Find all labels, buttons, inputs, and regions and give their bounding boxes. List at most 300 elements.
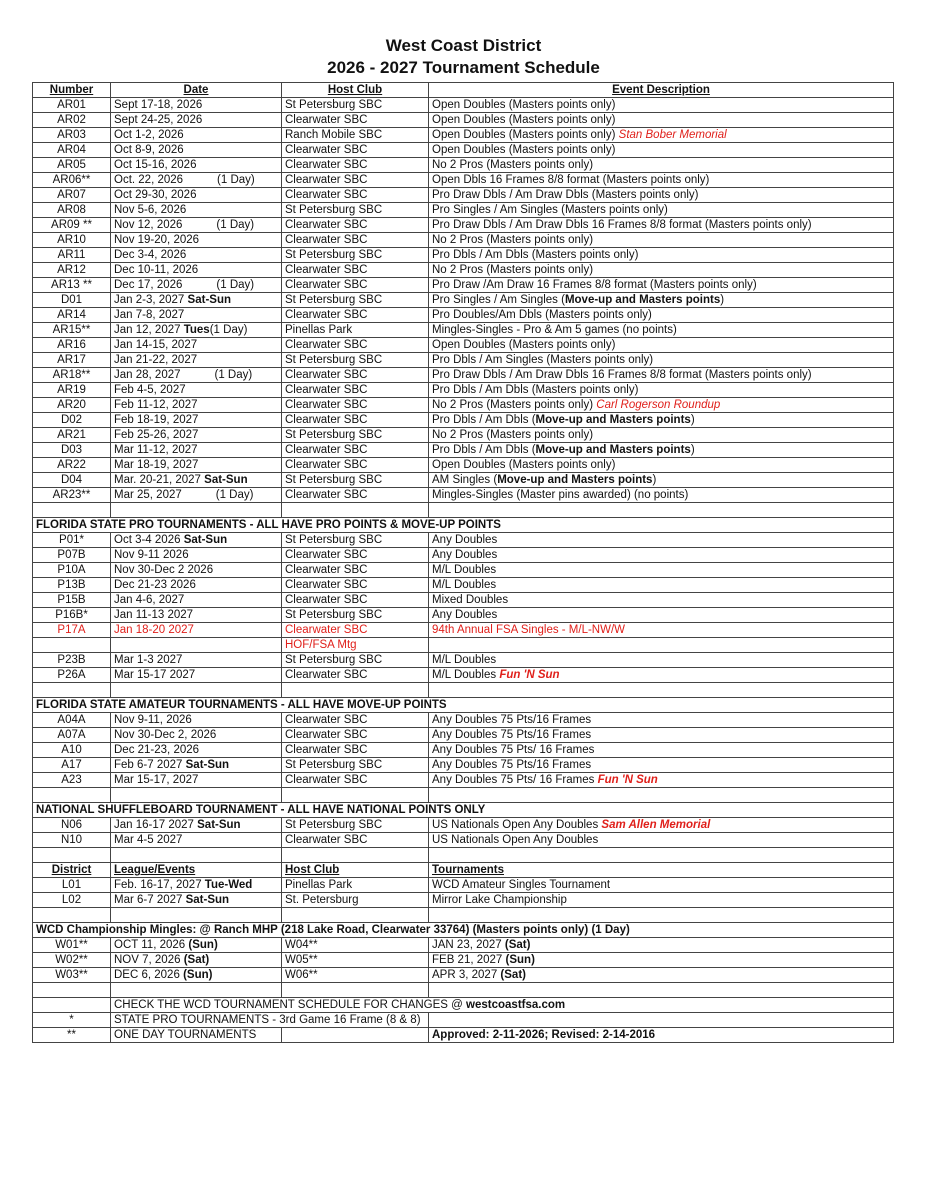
- host-club: Clearwater SBC: [282, 218, 429, 233]
- event-date: [111, 158, 282, 173]
- empty-cell: [429, 848, 894, 863]
- event-description: [429, 218, 894, 233]
- event-number: AR05: [33, 158, 111, 173]
- date-text: Mar 18-19, 2027: [114, 459, 199, 471]
- date-days: Sat-Sun: [185, 894, 230, 906]
- date-text: Feb 18-19, 2027: [114, 414, 199, 426]
- empty-cell: [429, 1013, 894, 1028]
- event-text: Open Doubles (Masters points only): [432, 114, 616, 126]
- mingles-row: [33, 968, 894, 983]
- host-club: St Petersburg SBC: [282, 818, 429, 833]
- event-text: Pro Draw Dbls / Am Draw Dbls (Masters points only): [432, 189, 699, 201]
- event-date: [111, 578, 282, 593]
- date-text: JAN 23, 2027: [432, 939, 502, 951]
- event-number: P16B*: [33, 608, 111, 623]
- event-text: 94th Annual FSA Singles - M/L-NW/W: [432, 624, 626, 636]
- event-date: [111, 563, 282, 578]
- event-number: [33, 638, 111, 653]
- empty-cell: [282, 983, 429, 998]
- event-description: [429, 458, 894, 473]
- host-club: St Petersburg SBC: [282, 248, 429, 263]
- header-date: Date: [111, 83, 282, 98]
- date-text: Oct 15-16, 2026: [114, 159, 197, 171]
- event-date: [111, 548, 282, 563]
- table-row: [33, 533, 894, 548]
- host-club: St Petersburg SBC: [282, 653, 429, 668]
- event-description: [429, 593, 894, 608]
- event-description: [429, 413, 894, 428]
- event-text: No 2 Pros (Masters points only): [432, 429, 594, 441]
- host-club: Clearwater SBC: [282, 413, 429, 428]
- section-wcd-title: [33, 923, 894, 938]
- empty-cell: [33, 848, 111, 863]
- event-date: [111, 443, 282, 458]
- event-text: M/L Doubles: [432, 564, 497, 576]
- event-number: A10: [33, 743, 111, 758]
- date-text: Dec 21-23, 2026: [114, 744, 200, 756]
- table-row: [33, 113, 894, 128]
- event-number: AR14: [33, 308, 111, 323]
- event-text: Open Doubles (Masters points only): [432, 459, 616, 471]
- event-text: Any Doubles 75 Pts/16 Frames: [432, 759, 592, 771]
- event-date: [111, 653, 282, 668]
- event-date: [111, 263, 282, 278]
- event-text: Open Doubles (Masters points only): [432, 339, 616, 351]
- event-text: WCD Amateur Singles Tournament: [432, 879, 611, 891]
- event-text: US Nationals Open Any Doubles: [432, 834, 599, 846]
- table-row: [33, 398, 894, 413]
- legend-text: ONE DAY TOURNAMENTS: [111, 1028, 282, 1043]
- event-date: [111, 293, 282, 308]
- table-row: [33, 218, 894, 233]
- event-description: [429, 278, 894, 293]
- table-row: [33, 653, 894, 668]
- date-text: Feb 25-26, 2027: [114, 429, 199, 441]
- table-row: [33, 548, 894, 563]
- host-club: St Petersburg SBC: [282, 608, 429, 623]
- date-day: (Sat): [500, 969, 526, 981]
- event-date: [111, 758, 282, 773]
- date-days: Sat-Sun: [197, 819, 241, 831]
- event-description: [429, 158, 894, 173]
- host-club: Clearwater SBC: [282, 338, 429, 353]
- event-number: AR06**: [33, 173, 111, 188]
- event-description: [429, 533, 894, 548]
- event-date: [111, 668, 282, 683]
- event-text: Pro Draw /Am Draw 16 Frames 8/8 format (Masters points only): [432, 279, 757, 291]
- mingles-number: W02**: [33, 953, 111, 968]
- host-club: Clearwater SBC: [282, 143, 429, 158]
- table-row: [33, 668, 894, 683]
- header-row: [33, 83, 894, 98]
- event-date: [111, 278, 282, 293]
- event-date: [111, 833, 282, 848]
- event-description: [429, 833, 894, 848]
- host-club: Clearwater SBC: [282, 383, 429, 398]
- event-number: AR15**: [33, 323, 111, 338]
- event-text: M/L Doubles: [432, 669, 497, 681]
- header-number: Number: [33, 83, 111, 98]
- event-date: [111, 608, 282, 623]
- empty-cell: [33, 998, 111, 1013]
- event-number: AR13 **: [33, 278, 111, 293]
- empty-cell: [111, 908, 282, 923]
- date-text: Dec 10-11, 2026: [114, 264, 199, 276]
- event-description: [429, 188, 894, 203]
- empty-cell: [111, 788, 282, 803]
- event-number: AR02: [33, 113, 111, 128]
- table-row: [33, 323, 894, 338]
- date-text: Dec 21-23 2026: [114, 579, 196, 591]
- event-number: P13B: [33, 578, 111, 593]
- event-description: [429, 128, 894, 143]
- check-text: CHECK THE WCD TOURNAMENT SCHEDULE FOR CHANGES @: [114, 999, 463, 1011]
- empty-cell: [33, 788, 111, 803]
- event-date: [111, 113, 282, 128]
- event-description: [429, 758, 894, 773]
- event-date: [111, 428, 282, 443]
- host-club: St Petersburg SBC: [282, 533, 429, 548]
- table-row: [33, 593, 894, 608]
- event-text: Pro Dbls / Am Dbls (Masters points only): [432, 249, 639, 261]
- host-club: St Petersburg SBC: [282, 203, 429, 218]
- event-text: AM Singles (: [432, 474, 498, 486]
- event-text: Pro Draw Dbls / Am Draw Dbls 16 Frames 8/8 format (Masters points only): [432, 219, 812, 231]
- host-club: Clearwater SBC: [282, 233, 429, 248]
- table-row: [33, 308, 894, 323]
- event-description: [429, 878, 894, 893]
- event-description: [429, 428, 894, 443]
- tournaments-header: Tournaments: [429, 863, 894, 878]
- date-text: Nov 9-11 2026: [114, 549, 189, 561]
- event-description: [429, 473, 894, 488]
- event-emphasis: Move-up and Masters points: [535, 414, 691, 426]
- host-club: St Petersburg SBC: [282, 758, 429, 773]
- event-description: [429, 248, 894, 263]
- empty-cell: [33, 683, 111, 698]
- event-number: AR09 **: [33, 218, 111, 233]
- spacer-row: [33, 848, 894, 863]
- event-number: AR08: [33, 203, 111, 218]
- event-date: [111, 728, 282, 743]
- event-text: Any Doubles: [432, 549, 498, 561]
- event-text: Any Doubles 75 Pts/16 Frames: [432, 729, 592, 741]
- event-date: [111, 638, 282, 653]
- event-text: Pro Doubles/Am Dbls (Masters points only): [432, 309, 652, 321]
- table-row: [33, 473, 894, 488]
- mingles-row: [33, 953, 894, 968]
- event-text: Mingles-Singles (Master pins awarded) (no points): [432, 489, 689, 501]
- date-days: Sat-Sun: [183, 534, 228, 546]
- event-text: Any Doubles 75 Pts/ 16 Frames: [432, 744, 595, 756]
- event-number: AR03: [33, 128, 111, 143]
- mingles-row: [33, 938, 894, 953]
- table-row: [33, 728, 894, 743]
- table-row: [33, 743, 894, 758]
- event-description: [429, 368, 894, 383]
- event-date: [111, 338, 282, 353]
- event-text: M/L Doubles: [432, 579, 497, 591]
- date-text: Nov 5-6, 2026: [114, 204, 187, 216]
- event-description: [429, 668, 894, 683]
- one-day-note: (1 Day): [209, 324, 248, 336]
- section-title: FLORIDA STATE PRO TOURNAMENTS - ALL HAVE PRO POINTS & MOVE-UP POINTS: [33, 518, 894, 533]
- date-text: Mar. 20-21, 2027: [114, 474, 201, 486]
- mingles-number-2: W06**: [282, 968, 429, 983]
- footer-check-note: [111, 998, 894, 1013]
- event-text: Mixed Doubles: [432, 594, 509, 606]
- event-description: [429, 98, 894, 113]
- table-row: [33, 578, 894, 593]
- event-date: [111, 353, 282, 368]
- host-club: Clearwater SBC: [282, 743, 429, 758]
- date-text: Oct 8-9, 2026: [114, 144, 184, 156]
- table-row: [33, 248, 894, 263]
- table-row: [33, 623, 894, 638]
- table-row: [33, 638, 894, 653]
- table-row: [33, 293, 894, 308]
- host-club: St Petersburg SBC: [282, 353, 429, 368]
- date-text: Sept 24-25, 2026: [114, 114, 203, 126]
- date-day: (Sat): [183, 954, 210, 966]
- event-text: Any Doubles: [432, 609, 498, 621]
- date-day: (Sun): [183, 969, 213, 981]
- section-title: WCD Championship Mingles: @ Ranch MHP (218 Lake Road, Clearwater 33764) (Masters points only) (1 Day): [33, 923, 894, 938]
- event-number: P01*: [33, 533, 111, 548]
- document-subtitle: 2026 - 2027 Tournament Schedule: [327, 58, 600, 77]
- host-club: Clearwater SBC: [282, 593, 429, 608]
- event-text: No 2 Pros (Masters points only): [432, 399, 594, 411]
- event-text: US Nationals Open Any Doubles: [432, 819, 599, 831]
- event-description: [429, 293, 894, 308]
- table-row: [33, 713, 894, 728]
- document-title: West Coast District: [385, 36, 542, 55]
- date-text: Jan 14-15, 2027: [114, 339, 198, 351]
- legend-symbol: **: [33, 1028, 111, 1043]
- host-club: Pinellas Park: [282, 878, 429, 893]
- event-date: [111, 203, 282, 218]
- section-title: NATIONAL SHUFFLEBOARD TOURNAMENT - ALL HAVE NATIONAL POINTS ONLY: [33, 803, 894, 818]
- table-row: [33, 233, 894, 248]
- host-club: Clearwater SBC: [282, 668, 429, 683]
- event-memorial-note: Sam Allen Memorial: [601, 819, 711, 831]
- event-text: Pro Singles / Am Singles (: [432, 294, 565, 306]
- spacer-row: [33, 908, 894, 923]
- one-day-note: (1 Day): [214, 369, 253, 381]
- host-club: Clearwater SBC: [282, 563, 429, 578]
- event-text: No 2 Pros (Masters points only): [432, 159, 594, 171]
- section-title: FLORIDA STATE AMATEUR TOURNAMENTS - ALL HAVE MOVE-UP POINTS: [33, 698, 894, 713]
- event-text: No 2 Pros (Masters points only): [432, 234, 594, 246]
- event-date: [111, 383, 282, 398]
- date-text: Mar 4-5 2027: [114, 834, 183, 846]
- event-date: [111, 743, 282, 758]
- schedule-table: [32, 82, 894, 1043]
- event-text: Pro Dbls / Am Dbls (: [432, 414, 536, 426]
- event-number: AR07: [33, 188, 111, 203]
- mingles-date-2: [429, 938, 894, 953]
- event-text: M/L Doubles: [432, 654, 497, 666]
- event-description: [429, 488, 894, 503]
- host-club: Clearwater SBC: [282, 188, 429, 203]
- host-club: St Petersburg SBC: [282, 473, 429, 488]
- host-club: Clearwater SBC: [282, 158, 429, 173]
- event-date: [111, 488, 282, 503]
- empty-cell: [111, 848, 282, 863]
- table-row: [33, 263, 894, 278]
- date-day: (Sun): [505, 954, 535, 966]
- event-description: [429, 113, 894, 128]
- event-number: AR22: [33, 458, 111, 473]
- date-text: Jan 7-8, 2027: [114, 309, 185, 321]
- event-number: D04: [33, 473, 111, 488]
- empty-cell: [429, 908, 894, 923]
- event-date: [111, 143, 282, 158]
- date-text: Nov 9-11, 2026: [114, 714, 192, 726]
- event-description: [429, 773, 894, 788]
- host-club: Clearwater SBC: [282, 458, 429, 473]
- date-text: Mar 11-12, 2027: [114, 444, 198, 456]
- event-date: [111, 413, 282, 428]
- event-text: No 2 Pros (Masters points only): [432, 264, 594, 276]
- event-description: [429, 173, 894, 188]
- date-text: Mar 1-3 2027: [114, 654, 183, 666]
- website-text: westcoastfsa.com: [466, 999, 566, 1011]
- date-text: Nov 30-Dec 2 2026: [114, 564, 214, 576]
- event-text: Any Doubles 75 Pts/16 Frames: [432, 714, 592, 726]
- event-description: [429, 263, 894, 278]
- date-text: OCT 11, 2026: [114, 939, 186, 951]
- empty-cell: [429, 983, 894, 998]
- event-number: L02: [33, 893, 111, 908]
- event-memorial-note: Carl Rogerson Roundup: [596, 399, 721, 411]
- host-club: Clearwater SBC: [282, 773, 429, 788]
- event-description: [429, 623, 894, 638]
- empty-cell: [282, 683, 429, 698]
- date-day: (Sat): [504, 939, 531, 951]
- event-text: Open Doubles (Masters points only): [432, 129, 616, 141]
- one-day-note: (1 Day): [215, 489, 254, 501]
- event-text: Pro Dbls / Am Dbls (Masters points only): [432, 384, 639, 396]
- date-text: Mar 15-17 2027: [114, 669, 196, 681]
- event-description: [429, 353, 894, 368]
- date-text: Nov 12, 2026: [114, 219, 183, 231]
- event-number: D03: [33, 443, 111, 458]
- empty-cell: [33, 983, 111, 998]
- event-number: AR01: [33, 98, 111, 113]
- date-days: Tue-Wed: [204, 879, 253, 891]
- event-number: AR16: [33, 338, 111, 353]
- host-club: Clearwater SBC: [282, 173, 429, 188]
- host-club: Clearwater SBC: [282, 263, 429, 278]
- footer-legend-row: [33, 1013, 894, 1028]
- event-description: [429, 398, 894, 413]
- host-club: Clearwater SBC: [282, 368, 429, 383]
- table-row: [33, 383, 894, 398]
- event-number: A17: [33, 758, 111, 773]
- event-number: AR10: [33, 233, 111, 248]
- event-date: [111, 308, 282, 323]
- event-date: [111, 473, 282, 488]
- event-date: [111, 893, 282, 908]
- date-text: Nov 19-20, 2026: [114, 234, 200, 246]
- event-memorial-note: Fun 'N Sun: [597, 774, 658, 786]
- section-amateur-title: [33, 698, 894, 713]
- host-club: Clearwater SBC: [282, 488, 429, 503]
- event-number: AR23**: [33, 488, 111, 503]
- footer-check-row: [33, 998, 894, 1013]
- event-number: P17A: [33, 623, 111, 638]
- table-row: [33, 878, 894, 893]
- event-text: Pro Singles / Am Singles (Masters points only): [432, 204, 668, 216]
- spacer-row: [33, 788, 894, 803]
- table-row: [33, 98, 894, 113]
- event-number: N10: [33, 833, 111, 848]
- event-emphasis: Move-up and Masters points: [497, 474, 653, 486]
- event-number: A07A: [33, 728, 111, 743]
- event-text: Open Doubles (Masters points only): [432, 99, 616, 111]
- footer-legend-row: [33, 1028, 894, 1043]
- table-row: [33, 128, 894, 143]
- event-description: [429, 563, 894, 578]
- event-description: [429, 713, 894, 728]
- event-number: A04A: [33, 713, 111, 728]
- date-text: Oct 3-4 2026: [114, 534, 181, 546]
- date-text: DEC 6, 2026: [114, 969, 180, 981]
- event-number: D01: [33, 293, 111, 308]
- event-date: [111, 323, 282, 338]
- event-date: [111, 173, 282, 188]
- date-day: (Sun): [188, 939, 218, 951]
- event-text: Pro Dbls / Am Dbls (: [432, 444, 536, 456]
- date-text: Oct 1-2, 2026: [114, 129, 184, 141]
- table-row: [33, 443, 894, 458]
- table-row: [33, 488, 894, 503]
- event-date: [111, 368, 282, 383]
- host-club: Clearwater SBC: [282, 548, 429, 563]
- district-header: District: [33, 863, 111, 878]
- date-text: Oct. 22, 2026: [114, 174, 184, 186]
- host-club: Clearwater SBC: [282, 578, 429, 593]
- event-text: Pro Dbls / Am Singles (Masters points only): [432, 354, 654, 366]
- table-row: [33, 458, 894, 473]
- approval-note: Approved: 2-11-2026; Revised: 2-14-2016: [429, 1028, 894, 1043]
- event-number: P07B: [33, 548, 111, 563]
- host-club: Clearwater SBC: [282, 713, 429, 728]
- event-description: [429, 608, 894, 623]
- event-description: [429, 653, 894, 668]
- host-club: Clearwater SBC: [282, 833, 429, 848]
- empty-cell: [429, 503, 894, 518]
- date-text: Jan 18-20 2027: [114, 624, 194, 636]
- one-day-note: (1 Day): [216, 279, 255, 291]
- event-description: [429, 143, 894, 158]
- table-row: [33, 833, 894, 848]
- host-club: St Petersburg SBC: [282, 293, 429, 308]
- host-club: Clearwater SBC: [282, 308, 429, 323]
- event-date: [111, 188, 282, 203]
- date-text: FEB 21, 2027: [432, 954, 503, 966]
- date-text: Oct 29-30, 2026: [114, 189, 197, 201]
- spacer-row: [33, 683, 894, 698]
- table-row: [33, 203, 894, 218]
- legend-text: STATE PRO TOURNAMENTS - 3rd Game 16 Frame (8 & 8): [111, 1013, 429, 1028]
- event-description: [429, 548, 894, 563]
- host-club: Clearwater SBC: [282, 623, 429, 638]
- date-text: Feb 6-7 2027: [114, 759, 183, 771]
- event-emphasis: Move-up and Masters points: [535, 444, 691, 456]
- event-date: [111, 623, 282, 638]
